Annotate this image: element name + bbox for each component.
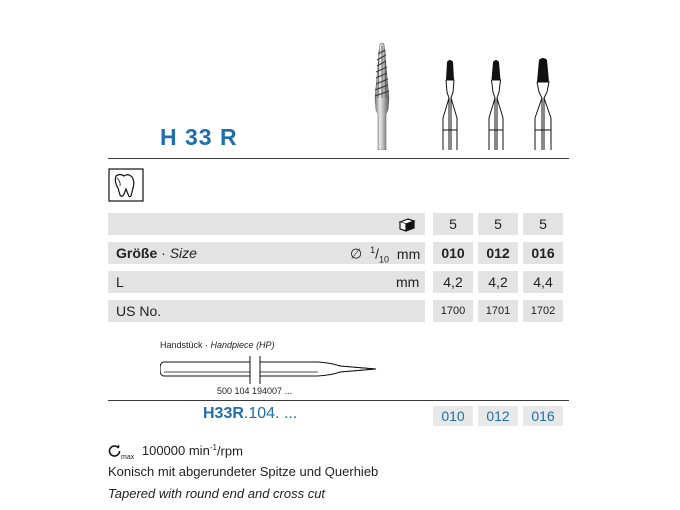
order-size-3: 016 (523, 406, 563, 426)
size-unit-mm: mm (396, 245, 421, 262)
order-size-2: 012 (478, 406, 518, 426)
length-value-1: 4,2 (433, 271, 473, 293)
order-code-bold: H33R (203, 405, 244, 422)
us-number-label: US No. (116, 303, 162, 319)
fraction-slash: / (375, 245, 379, 262)
max-speed (108, 443, 243, 461)
order-code-rest: .104. ... (243, 405, 298, 422)
length-row (108, 271, 569, 293)
us-number-1: 1700 (433, 300, 473, 322)
speed-unit-rest: /rpm (216, 443, 243, 459)
divider (108, 158, 569, 159)
size-unit (350, 245, 420, 264)
size-value-3: 016 (523, 242, 563, 264)
us-number-2: 1701 (478, 300, 518, 322)
order-code (203, 405, 297, 423)
description-de: Konisch mit abgerundeter Spitze und Querhieb (108, 464, 379, 479)
length-label: L (116, 274, 124, 290)
size-value-1: 010 (433, 242, 473, 264)
speed-prefix: max (121, 453, 135, 461)
pack-qty-1: 5 (433, 213, 473, 235)
bur-outline-icon (440, 58, 460, 150)
us-number-row (108, 300, 569, 322)
divider (108, 400, 569, 401)
row-background (108, 271, 425, 293)
description-en: Tapered with round end and cross cut (108, 486, 326, 501)
pack-qty-3: 5 (523, 213, 563, 235)
fraction-num: 1 (370, 245, 376, 255)
us-number-3: 1702 (523, 300, 563, 322)
packaging-row (108, 213, 569, 235)
row-background (108, 213, 425, 235)
separator-dot: · (161, 245, 170, 261)
length-value-2: 4,2 (478, 271, 518, 293)
rotation-icon (108, 444, 121, 457)
product-code: H 33 R (160, 124, 238, 150)
handpiece-number: 500 104 194007 ... (217, 386, 293, 396)
size-row (108, 242, 569, 264)
length-value-3: 4,4 (523, 271, 563, 293)
handpiece-label-en: Handpiece (HP) (210, 340, 275, 350)
speed-value: 100000 min (141, 443, 210, 459)
speed-unit-sup: -1 (209, 443, 217, 452)
bur-outline-icon (532, 56, 554, 150)
size-label-en: Size (169, 245, 197, 261)
handpiece-icon (160, 352, 382, 384)
order-size-1: 010 (433, 406, 473, 426)
separator-dot: · (202, 340, 211, 350)
length-unit: mm (396, 274, 420, 290)
package-icon (398, 216, 416, 232)
pack-qty-2: 5 (478, 213, 518, 235)
bur-outline-icon (486, 58, 506, 150)
diameter-symbol: ∅ (350, 245, 363, 262)
size-label-de: Größe (116, 245, 158, 261)
size-value-2: 012 (478, 242, 518, 264)
dental-crown-icon (108, 168, 144, 202)
handpiece-label-de: Handstück (160, 340, 203, 350)
handpiece-label (160, 340, 275, 350)
fraction-den: 10 (379, 254, 390, 265)
size-label (116, 245, 197, 261)
bur-photo (362, 40, 402, 150)
